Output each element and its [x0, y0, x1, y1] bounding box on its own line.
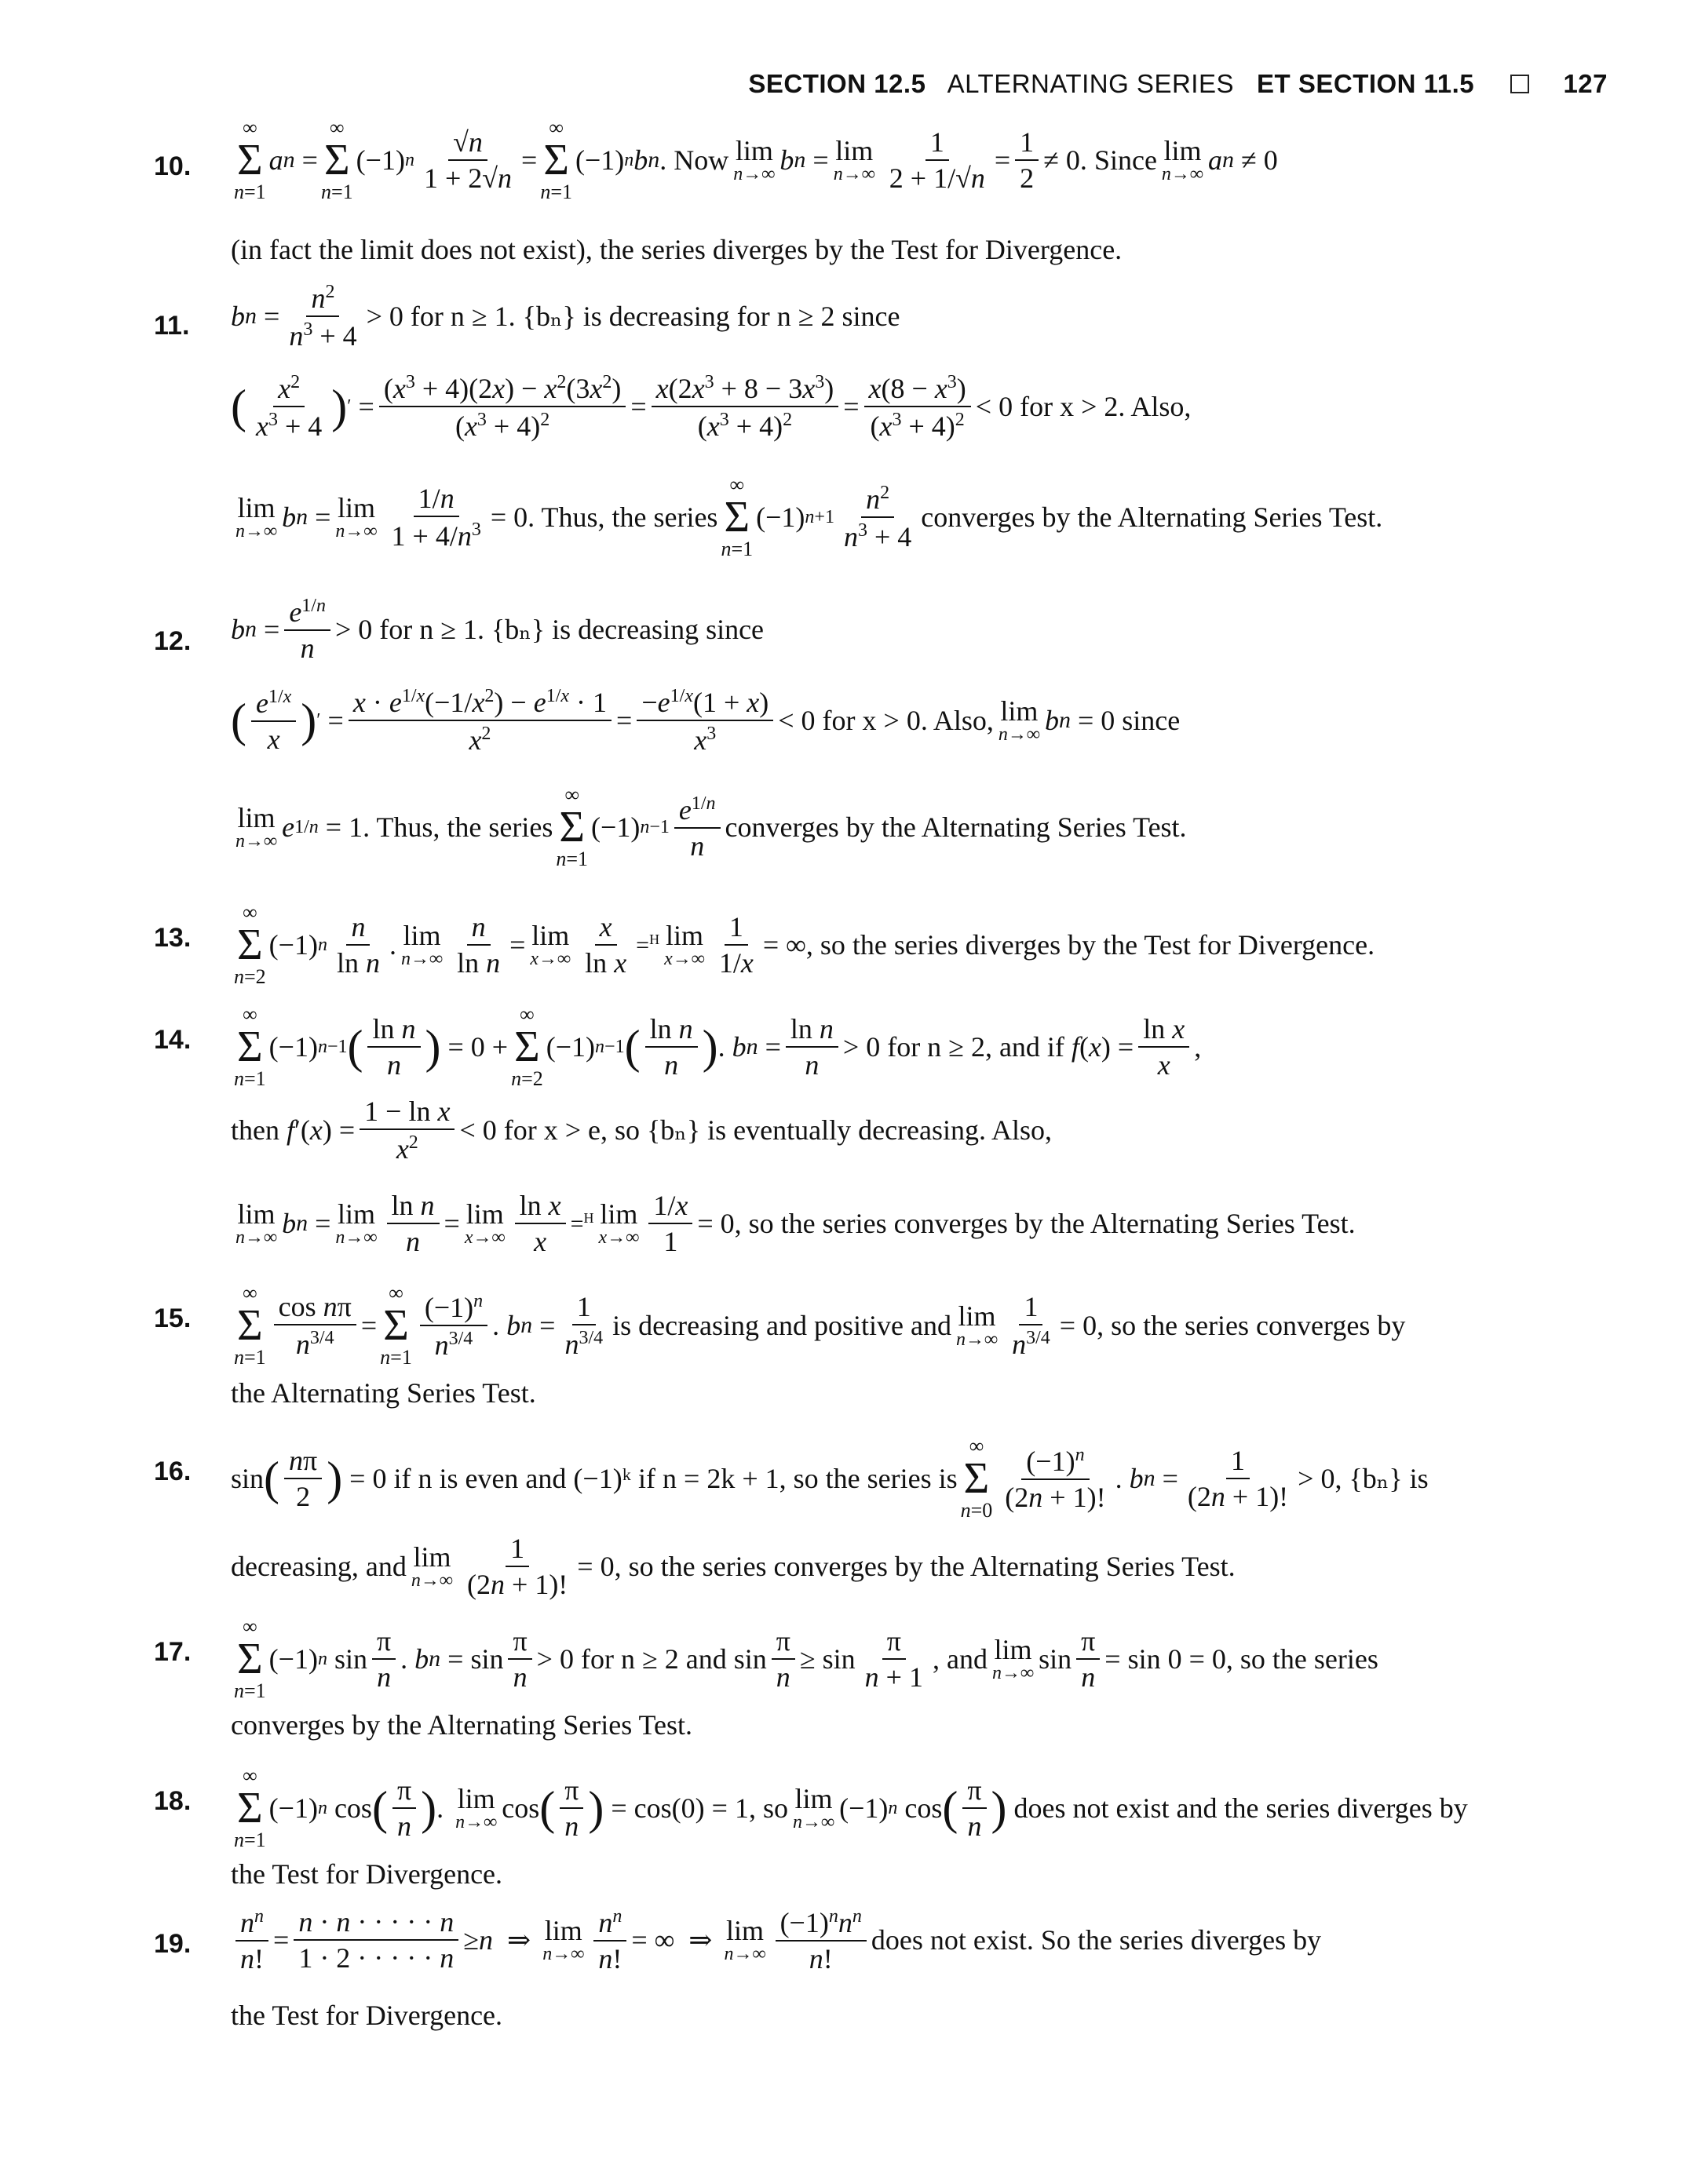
- text-span: , and: [932, 1643, 988, 1675]
- header-section: SECTION 12.5: [748, 69, 926, 98]
- equation-line: ∞ Σ n=1 a n = ∞ Σ n=1 (−1) n $\frac{√n}{1 + 2√n}$ = ∞ Σ n=1 (−1) n b n . Now lim n→∞ b n = lim n→∞ $\frac{1}{2 + 1/√n}$ = $\frac{1}{2}$ ≠ 0. Since lim n→∞ a n ≠ 0: [234, 116, 1278, 203]
- equation-line: ∞ Σ n=2 (−1) n $\frac{n}{\text{ln n}}$ . lim n→∞ $\frac{n}{\text{ln n}}$ = lim x→∞ $\frac{x}{\text{ln x}}$ =$^H$ lim x→∞ $\frac{1}{1/x}$ = ∞, so the series diverges by the Test for Divergence.: [234, 901, 1375, 988]
- problem-number: 11.: [154, 311, 190, 341]
- text-span: > 0 for n ≥ 2 and: [536, 1643, 727, 1675]
- equation-line: ∞ Σ n=1 $\frac{\text{cos nπ}}{n^{3/4}}$ = ∞ Σ n=1 $\frac{(-1)^n}{n^{3/4}}$ . b n = $\frac{1}{n^{3/4}}$ is decreasing and positive and lim n→∞ $\frac{1}{n^{3/4}}$ = 0, so the series converges by: [234, 1282, 1406, 1369]
- problem-number: 14.: [154, 1025, 192, 1055]
- equation-line: lim n→∞ b n = lim n→∞ $\frac{\text{ln n}}{n}$ = lim x→∞ $\frac{\text{ln x}}{x}$ =$^H$ lim x→∞ $\frac{1/x}{1}$ = 0, so the series converges by the Alternating Series Test.: [235, 1190, 1356, 1257]
- text-line: the Alternating Series Test.: [231, 1377, 536, 1409]
- square-icon: [1510, 75, 1529, 93]
- text-now: Now: [674, 144, 729, 176]
- text-span: is decreasing and positive and: [612, 1310, 951, 1341]
- text-line: the Test for Divergence.: [231, 1858, 503, 1890]
- text-line: (in fact the limit does not exist), the series diverges by the Test for Divergence.: [231, 234, 1123, 265]
- text-span: > 0 for n ≥ 2, and if: [842, 1031, 1064, 1063]
- page-header: [748, 69, 1608, 99]
- text-span: = 0, so the series converges by: [1059, 1310, 1406, 1341]
- problem-number: 12.: [154, 626, 192, 656]
- equation-line: ∞ Σ n=1 (−1) n cos ( $\frac{\pi}{n}$ ) . lim n→∞ cos ( $\frac{\pi}{n}$ ) = cos(0) = 1, so lim n→∞ (−1) n cos ( $\frac{\pi}{n}$ ) does not exist and the series diverges by: [234, 1764, 1468, 1851]
- text-line: converges by the Alternating Series Test.: [231, 1709, 693, 1741]
- text-span: = 0 since: [1077, 705, 1181, 736]
- text-span: = 0 if n is even and (−1)ᵏ if n = 2k + 1, so the series is: [349, 1463, 958, 1494]
- equation-line: b n = $\frac{n^2}{n^3 + 4}$ > 0 for n ≥ 1. {bₙ} is decreasing for n ≥ 2 since: [231, 282, 900, 352]
- problem-number: 18.: [154, 1786, 192, 1816]
- problem-number: 16.: [154, 1457, 192, 1486]
- text-span: = ∞, so the series diverges by the Test for Divergence.: [762, 929, 1375, 961]
- text-span: > 0 for n ≥ 1. {bₙ} is decreasing for n ≥ 2 since: [366, 301, 900, 332]
- text-span: = sin 0 = 0, so the series: [1104, 1643, 1378, 1675]
- problem-number: 19.: [154, 1929, 192, 1959]
- text-span: then: [231, 1114, 279, 1146]
- text-since: Since: [1093, 144, 1157, 176]
- text-span: < 0 for x > 0. Also,: [778, 705, 994, 736]
- equation-line: decreasing, and lim n→∞ $\frac{1}{(2n + 1)!}$ = 0, so the series converges by the Alternating Series Test.: [231, 1533, 1236, 1600]
- text-span: does not exist and the series diverges by: [1013, 1792, 1468, 1824]
- text-span: < 0 for x > 2. Also,: [975, 391, 1192, 422]
- equation-line: sin ( $\frac{n\pi}{2}$ ) = 0 if n is even and (−1)ᵏ if n = 2k + 1, so the series is ∞ Σ n=0 $\frac{(-1)^n}{(2n + 1)!}$ . b n = $\frac{1}{(2n + 1)!}$ > 0, {bₙ} is: [231, 1435, 1429, 1522]
- text-span: converges by the Alternating Series Test.: [725, 811, 1187, 843]
- header-et-section: ET SECTION 11.5: [1257, 69, 1475, 98]
- text-span: converges by the Alternating Series Test.: [921, 501, 1383, 533]
- equation-line: lim n→∞ b n = lim n→∞ $\frac{1/n}{1 + 4/n^3}$ = 0. Thus, the series ∞ Σ n=1 (−1) n+1 $\frac{n^2}{n^3 + 4}$ converges by the Alternating Series Test.: [235, 473, 1383, 560]
- equation-line: ( $\frac{x^2}{x^3 + 4}$ ) ′ = $\frac{(x^3 + 4)(2x) - x^2(3x^2)}{(x^3 + 4)^2}$ = $\frac{x(2x^3 + 8 - 3x^3)}{(x^3 + 4)^2}$ = $\frac{x(8 - x^3)}{(x^3 + 4)^2}$ < 0 for x > 2. Also,: [231, 372, 1192, 442]
- text-span: = 0, so the series converges by the Alternating Series Test.: [577, 1551, 1236, 1582]
- equation-line: lim n→∞ e 1/n = 1. Thus, the series ∞ Σ n=1 (−1) n−1 $\frac{e^{1/n}}{n}$ converges by the Alternating Series Test.: [235, 783, 1187, 870]
- text-span: < 0 for x > e, so {bₙ} is eventually decreasing. Also,: [459, 1114, 1053, 1146]
- page-number: 127: [1563, 69, 1608, 98]
- text-line: the Test for Divergence.: [231, 2000, 503, 2031]
- equation-line: ( $\frac{e^{1/x}}{x}$ ) ′ = $\frac{x \cdot e^{1/x}(-1/x^2) - e^{1/x} \cdot 1}{x^2}$ = $\frac{-e^{1/x}(1 + x)}{x^3}$ < 0 for x > 0. Also, lim n→∞ b n = 0 since: [231, 686, 1181, 756]
- equation-line: $\frac{n^n}{n!}$ = $\frac{n \cdot n \cdot \cdot \cdot \cdot \cdot n}{1 \cdot 2 \cdot \cdot \cdot \cdot \cdot n}$ ≥ n ⇒ lim n→∞ $\frac{n^n}{n!}$ = ∞ ⇒ lim n→∞ $\frac{(-1)^nn^n}{n!}$ does not exist. So the series diverges by: [231, 1907, 1321, 1973]
- text-span: = cos(0) = 1, so: [611, 1792, 788, 1824]
- equation-line: ∞ Σ n=1 (−1) n sin $\frac{\pi}{n}$ . b n = sin $\frac{\pi}{n}$ > 0 for n ≥ 2 and sin $\frac{\pi}{n}$ ≥ sin $\frac{\pi}{n + 1}$ , and lim n→∞ sin $\frac{\pi}{n}$ = sin 0 = 0, so the series: [234, 1615, 1378, 1702]
- text-span: decreasing, and: [231, 1551, 407, 1582]
- text-span: = 1. Thus, the series: [325, 811, 553, 843]
- text-span: > 0 for n ≥ 1. {bₙ} is decreasing since: [334, 614, 765, 645]
- equation-line: b n = $\frac{e^{1/n}}{n}$ > 0 for n ≥ 1. {bₙ} is decreasing since: [231, 596, 765, 664]
- text-span: = 0, so the series converges by the Alternating Series Test.: [697, 1208, 1356, 1239]
- problem-number: 13.: [154, 923, 192, 953]
- problem-number: 15.: [154, 1303, 192, 1333]
- equation-line: then f ′( x ) = $\frac{\text{1 − ln x}}{x^2}$ < 0 for x > e, so {bₙ} is eventually decreasing. Also,: [231, 1096, 1053, 1165]
- text-span: does not exist. So the series diverges by: [871, 1924, 1322, 1956]
- equation-line: ∞ Σ n=1 (−1) n−1 ( $\frac{\text{ln n}}{n}$ ) = 0 + ∞ Σ n=2 (−1) n−1 ( $\frac{\text{ln n}}{n}$ ) . b n = $\frac{\text{ln n}}{n}$ > 0 for n ≥ 2, and if f ( x ) = $\frac{\text{ln x}}{x}$ ,: [234, 1003, 1202, 1090]
- text-span: > 0, {bₙ} is: [1298, 1463, 1429, 1494]
- text-span: = 0. Thus, the series: [490, 501, 718, 533]
- problem-number: 10.: [154, 151, 192, 181]
- problem-number: 17.: [154, 1637, 192, 1667]
- header-title: ALTERNATING SERIES: [947, 69, 1234, 98]
